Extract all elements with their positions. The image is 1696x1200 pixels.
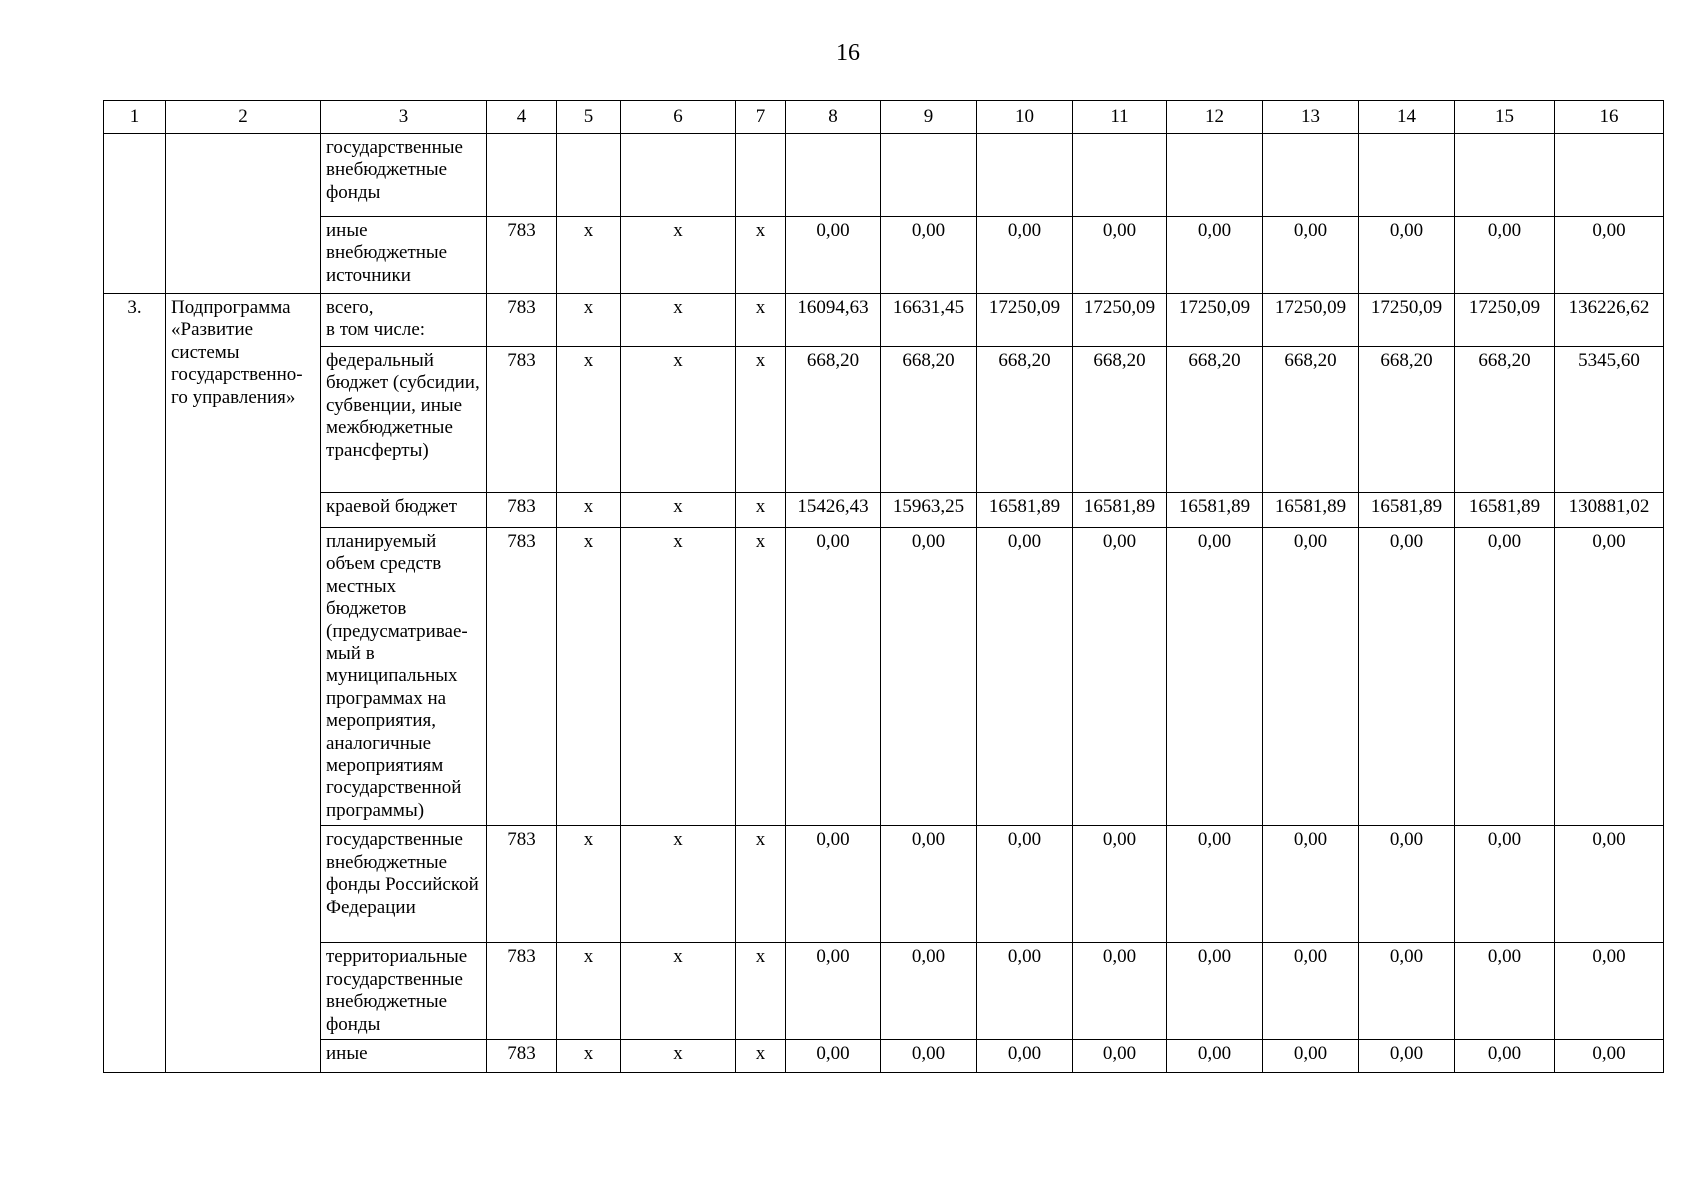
cell: 0,00 — [977, 528, 1073, 826]
cell: 668,20 — [1455, 347, 1555, 493]
column-header: 15 — [1455, 101, 1555, 134]
row-label: иные — [321, 1039, 487, 1072]
cell: 0,00 — [881, 826, 977, 943]
row-label: краевой бюджет — [321, 493, 487, 528]
column-header: 2 — [166, 101, 321, 134]
cell: x — [557, 826, 621, 943]
cell: 15426,43 — [786, 493, 881, 528]
cell: 783 — [487, 493, 557, 528]
cell: 668,20 — [1359, 347, 1455, 493]
cell: 0,00 — [1359, 826, 1455, 943]
cell: 0,00 — [977, 217, 1073, 294]
cell: 5345,60 — [1555, 347, 1664, 493]
table-row — [104, 826, 1664, 943]
cell: 17250,09 — [1263, 294, 1359, 347]
cell — [621, 134, 736, 217]
cell: 0,00 — [977, 943, 1073, 1040]
cell: x — [736, 826, 786, 943]
cell — [1073, 134, 1167, 217]
cell — [1455, 134, 1555, 217]
column-header: 3 — [321, 101, 487, 134]
cell: 136226,62 — [1555, 294, 1664, 347]
cell: 0,00 — [1455, 943, 1555, 1040]
section-index: 3. — [104, 294, 166, 1073]
cell: 0,00 — [1455, 528, 1555, 826]
cell: 0,00 — [977, 826, 1073, 943]
cell: 0,00 — [1167, 528, 1263, 826]
cell: 0,00 — [1555, 217, 1664, 294]
cell: x — [621, 826, 736, 943]
cell — [557, 134, 621, 217]
cell: 16581,89 — [1455, 493, 1555, 528]
cell: 783 — [487, 1039, 557, 1072]
cell: 16631,45 — [881, 294, 977, 347]
cell: 0,00 — [1167, 217, 1263, 294]
cell: 0,00 — [1263, 943, 1359, 1040]
cell: 0,00 — [1359, 217, 1455, 294]
cell: 0,00 — [1263, 217, 1359, 294]
program-name: Подпрограмма «Развитие системы государственно-го управления» — [166, 294, 321, 1073]
column-header: 4 — [487, 101, 557, 134]
cell: x — [736, 1039, 786, 1072]
column-header: 8 — [786, 101, 881, 134]
table-row — [104, 493, 1664, 528]
cell: x — [621, 493, 736, 528]
cell: x — [621, 294, 736, 347]
cell: x — [557, 493, 621, 528]
row-label: государственные внебюджетные фонды Российской Федерации — [321, 826, 487, 943]
cell: 130881,02 — [1555, 493, 1664, 528]
cell: 0,00 — [1167, 826, 1263, 943]
cell: x — [621, 528, 736, 826]
cell: 0,00 — [1263, 826, 1359, 943]
cell: 16094,63 — [786, 294, 881, 347]
cell: 0,00 — [1359, 1039, 1455, 1072]
column-header: 1 — [104, 101, 166, 134]
cell: 783 — [487, 826, 557, 943]
cell: 783 — [487, 943, 557, 1040]
cell: 0,00 — [1167, 943, 1263, 1040]
cell: 0,00 — [1073, 528, 1167, 826]
cell: 0,00 — [1555, 943, 1664, 1040]
cell: 783 — [487, 294, 557, 347]
cell: 0,00 — [786, 943, 881, 1040]
cell: 783 — [487, 217, 557, 294]
cell: 0,00 — [881, 943, 977, 1040]
cell: 0,00 — [1455, 826, 1555, 943]
cell: x — [736, 294, 786, 347]
cell: 0,00 — [1073, 1039, 1167, 1072]
cell: x — [736, 943, 786, 1040]
cell: 0,00 — [1555, 1039, 1664, 1072]
cell: 16581,89 — [1167, 493, 1263, 528]
cell: 0,00 — [1073, 943, 1167, 1040]
cell: 15963,25 — [881, 493, 977, 528]
cell — [1359, 134, 1455, 217]
cell: x — [621, 943, 736, 1040]
cell: 783 — [487, 528, 557, 826]
cell: 0,00 — [881, 528, 977, 826]
cell: x — [736, 347, 786, 493]
cell — [1263, 134, 1359, 217]
cell: 0,00 — [881, 217, 977, 294]
cell — [487, 134, 557, 217]
cell: 0,00 — [1263, 1039, 1359, 1072]
cell: 668,20 — [786, 347, 881, 493]
cell: 0,00 — [786, 826, 881, 943]
cell: 0,00 — [786, 217, 881, 294]
empty-cell — [104, 134, 166, 294]
column-header: 12 — [1167, 101, 1263, 134]
cell — [881, 134, 977, 217]
cell: 668,20 — [977, 347, 1073, 493]
cell: x — [557, 943, 621, 1040]
cell: 17250,09 — [1455, 294, 1555, 347]
cell — [1555, 134, 1664, 217]
table-row — [104, 134, 1664, 217]
cell: x — [736, 528, 786, 826]
column-header: 10 — [977, 101, 1073, 134]
cell — [977, 134, 1073, 217]
table-row — [104, 217, 1664, 294]
cell: 0,00 — [1073, 826, 1167, 943]
cell — [1167, 134, 1263, 217]
column-header: 14 — [1359, 101, 1455, 134]
cell: 0,00 — [977, 1039, 1073, 1072]
row-label: планируемый объем средств местных бюджетов (предусматривае-мый в муниципальных программах на мероприятия, аналогичные мероприятиям государственной программы) — [321, 528, 487, 826]
cell: x — [736, 217, 786, 294]
cell: x — [736, 493, 786, 528]
cell: 16581,89 — [1359, 493, 1455, 528]
row-label: федеральный бюджет (субсидии, субвенции, иные межбюджетные трансферты) — [321, 347, 487, 493]
column-header: 11 — [1073, 101, 1167, 134]
table-row — [104, 347, 1664, 493]
cell: 0,00 — [1359, 943, 1455, 1040]
cell: 783 — [487, 347, 557, 493]
cell: 17250,09 — [977, 294, 1073, 347]
cell: x — [557, 528, 621, 826]
column-header: 13 — [1263, 101, 1359, 134]
cell: 0,00 — [1167, 1039, 1263, 1072]
cell: 668,20 — [1167, 347, 1263, 493]
cell: x — [621, 347, 736, 493]
table-row — [104, 528, 1664, 826]
cell: 17250,09 — [1073, 294, 1167, 347]
cell: 0,00 — [1455, 217, 1555, 294]
cell — [786, 134, 881, 217]
budget-table — [103, 100, 1664, 1073]
cell: 0,00 — [881, 1039, 977, 1072]
cell: 668,20 — [1073, 347, 1167, 493]
cell: 0,00 — [1359, 528, 1455, 826]
cell: x — [621, 1039, 736, 1072]
cell: x — [557, 217, 621, 294]
column-header: 9 — [881, 101, 977, 134]
empty-cell — [166, 134, 321, 294]
cell: 16581,89 — [1073, 493, 1167, 528]
cell: 16581,89 — [977, 493, 1073, 528]
header-row — [104, 101, 1664, 134]
cell: 0,00 — [1455, 1039, 1555, 1072]
table-row — [104, 943, 1664, 1040]
cell: 0,00 — [786, 528, 881, 826]
cell: 0,00 — [1263, 528, 1359, 826]
row-label: иные внебюджетные источники — [321, 217, 487, 294]
row-label: территориальные государственные внебюджетные фонды — [321, 943, 487, 1040]
cell: 17250,09 — [1167, 294, 1263, 347]
row-label: государственные внебюджетные фонды — [321, 134, 487, 217]
cell: x — [557, 1039, 621, 1072]
cell: x — [621, 217, 736, 294]
cell: 16581,89 — [1263, 493, 1359, 528]
cell: x — [557, 294, 621, 347]
cell: 0,00 — [1555, 528, 1664, 826]
cell: 17250,09 — [1359, 294, 1455, 347]
cell: 668,20 — [1263, 347, 1359, 493]
page-number: 16 — [836, 40, 860, 66]
cell: x — [557, 347, 621, 493]
column-header: 16 — [1555, 101, 1664, 134]
row-label: всего, в том числе: — [321, 294, 487, 347]
table-row — [104, 1039, 1664, 1072]
cell — [736, 134, 786, 217]
cell: 0,00 — [786, 1039, 881, 1072]
cell: 0,00 — [1073, 217, 1167, 294]
column-header: 7 — [736, 101, 786, 134]
table-row — [104, 294, 1664, 347]
cell: 0,00 — [1555, 826, 1664, 943]
cell: 668,20 — [881, 347, 977, 493]
column-header: 5 — [557, 101, 621, 134]
column-header: 6 — [621, 101, 736, 134]
